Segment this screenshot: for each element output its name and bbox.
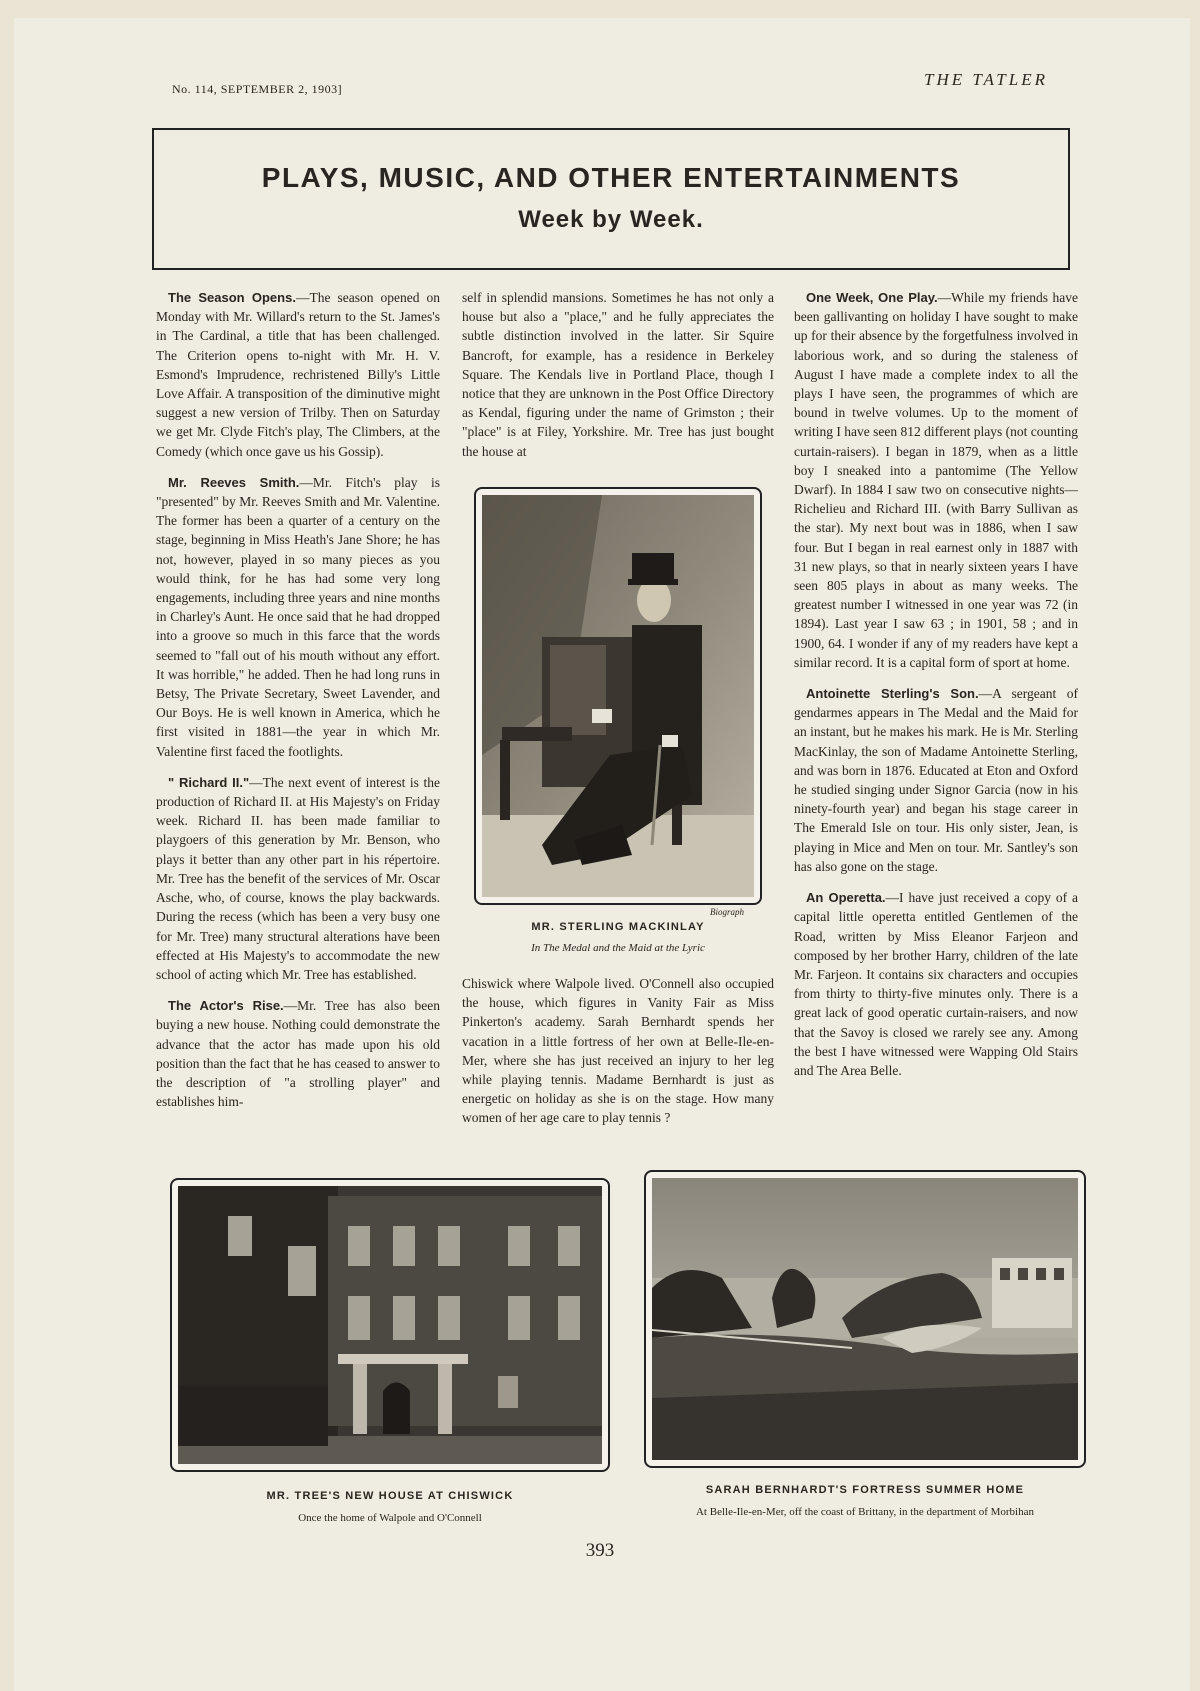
magazine-name: THE TATLER <box>924 70 1048 89</box>
portrait-illustration <box>482 495 754 897</box>
photo-credit: Biograph <box>710 907 745 917</box>
fortress-caption: SARAH BERNHARDT'S FORTRESS SUMMER HOME <box>705 1484 1025 1496</box>
house-illustration <box>178 1186 602 1464</box>
title-box <box>152 128 1070 270</box>
section-head: Antoinette Sterling's Son. <box>806 686 979 702</box>
paragraph-continued: self in splendid mansions. Sometimes he has not only a house but also a "place," and he fully appreciates the subtle distinction involved in the latter. Sir Squire Bancroft, for example, has a residence in Berkeley Square. The Kendals live in Portland Place, though I notice that they are unknown in the Post Office Directory as Kendal, figuring under the name of Grimston ; their "place" is at Filey, Yorkshire. Mr. Tree has just bought the house at <box>462 290 774 459</box>
paragraph-reeves-smith <box>156 473 440 761</box>
paragraph-one-week-one-play <box>794 288 1078 672</box>
column-1 <box>156 288 440 1123</box>
paragraph-antoinette-sterling <box>794 684 1078 876</box>
section-body: —I have just received a copy of a capital little operetta entitled Gentlemen of the Road, written by Miss Eleanor Farjeon and composed by her brother Harry, children of the late Mr. Farjeon. It contains six characters and occupies from thirty to thirty-five minutes only. There is a great lack of good operatic curtain-raisers, and now that the Savoy is closed we rarely see any. Among the best I have witnessed were Wapping Old Stairs and The Area Belle. <box>794 890 1079 1078</box>
column-2-top <box>462 288 774 473</box>
section-body: —Mr. Fitch's play is "presented" by Mr. Reeves Smith and Mr. Valentine. The former has been a quarter of a century on the stage, beginning in Miss Heath's Jane Shore; he has not, however, played in so many pieces as you would think, for he has had some very long engagements, including three years and nine months in Charley's Aunt. He once said that he had dropped into a groove so much in this farce that the words seemed to "fall out of his mouth without any effort. It was horrible," he added. Then he had long runs in Betsy, The Private Secretary, Sweet Lavender, and Our Boys. He is well known in America, which he first visited in 1881—the year in which Mr. Valentine first faced the footlights. <box>156 474 440 759</box>
section-head: An Operetta. <box>806 890 886 906</box>
portrait-caption: MR. STERLING MACKINLAY <box>531 921 705 933</box>
paragraph-actors-rise <box>156 996 440 1111</box>
section-head: One Week, One Play. <box>806 290 938 305</box>
section-head: " Richard II." <box>168 774 250 790</box>
issue-header: No. 114, SEPTEMBER 2, 1903] <box>172 82 343 96</box>
house-photo <box>178 1186 602 1464</box>
section-body: —The season opened on Monday with Mr. Willard's return to the St. James's in The Cardinal, a title that has been challenged. The Criterion opens to-night with Mr. H. V. Esmond's Imprudence, rechristened Billy's Little Love Affair. A transposition of the diminutive might suggest a new version of Trilby. Then on Saturday we get Mr. Clyde Fitch's play, The Climbers, at the Comedy (which once gave us his Gossip). <box>156 290 440 459</box>
paragraph-richard-ii <box>156 773 440 984</box>
section-head: The Season Opens. <box>168 290 296 305</box>
portrait-photo <box>482 495 754 897</box>
page-number: 393 <box>585 1540 615 1561</box>
house-caption: MR. TREE'S NEW HOUSE AT CHISWICK <box>266 1490 514 1502</box>
house-photo-frame <box>170 1178 610 1472</box>
portrait-subcaption: In The Medal and the Maid at the Lyric <box>531 942 705 954</box>
section-body: —Mr. Tree has also been buying a new house. Nothing could demonstrate the advance that the actor has made upon his old position than the fact that he has ceased to answer to the description of "a strolling player" and establishes him- <box>156 998 440 1110</box>
column-2-bottom <box>462 974 774 1140</box>
page-subtitle: Week by Week. <box>518 206 704 233</box>
house-subcaption: Once the home of Walpole and O'Connell <box>298 1512 482 1524</box>
portrait-photo-frame <box>474 487 762 905</box>
fortress-photo <box>652 1178 1078 1460</box>
paragraph-chiswick: Chiswick where Walpole lived. O'Connell also occupied the house, which figures in Vanity Fair as Miss Pinkerton's academy. Sarah Bernhardt spends her vacation in a little fortress of her own at Belle-Ile-en-Mer, where she has just received an injury to her leg while playing tennis. Madame Bernhardt is just as energetic on holiday as she is on the stage. How many women of her age care to play tennis ? <box>462 976 774 1126</box>
column-3 <box>794 288 1078 1092</box>
paragraph-operetta <box>794 888 1078 1080</box>
paragraph-season-opens <box>156 288 440 461</box>
section-body: —While my friends have been gallivanting on holiday I have sought to make up for their absence by the forgetfulness involved in laborious work, and so during the staleness of August I have made a complete index to all the plays I have seen, the programmes of which are bound in twelve volumes. Up to the moment of writing I have seen 812 different plays (not counting curtain-raisers). I began in 1879, when as a little boy I sneaked into a pantomime (The Yellow Dwarf). In 1884 I saw two on consecutive nights—Richelieu and Richard III. (with Barry Sullivan as the star). My next bout was in 1886, when I saw four. But I began in real earnest only in 1887 with 31 new plays, so that in nearly sixteen years I have seen 805 plays in about as many weeks. The greatest number I witnessed in one year was 72 (in 1894). Last year I saw 63 ; in 1901, 58 ; and in 1900, 64. I wonder if any of my readers have kept a similar record. It is a capital form of sport at home. <box>794 290 1078 670</box>
section-head: The Actor's Rise. <box>168 998 284 1014</box>
section-body: —A sergeant of gendarmes appears in The Medal and the Maid for an instant, but he makes his mark. He is Mr. Sterling MacKinlay, the son of Madame Antoinette Sterling, and was born in 1876. Educated at Eton and Oxford he studied singing under Signor Garcia (now in his ninety-fourth year) and began his stage career in The Emerald Isle on tour. His only sister, Jean, is playing in Mice and Men on tour. Mr. Santley's son has also gone on the stage. <box>794 686 1079 874</box>
section-head: Mr. Reeves Smith. <box>168 474 300 490</box>
fortress-illustration <box>652 1178 1078 1460</box>
fortress-subcaption: At Belle-Ile-en-Mer, off the coast of Brittany, in the department of Morbihan <box>695 1506 1034 1518</box>
section-body: —The next event of interest is the production of Richard II. at His Majesty's on Friday week. Richard II. has been made familiar to playgoers of this generation by Mr. Benson, who plays it better than any other part in his répertoire. Mr. Tree has the benefit of the services of Mr. Oscar Asche, who, of course, knows the play backwards. During the recess (which has been a very busy one for Mr. Tree) many structural alterations have been effected at His Majesty's to accommodate the new school of acting which Mr. Tree has established. <box>156 774 440 982</box>
page-title: PLAYS, MUSIC, AND OTHER ENTERTAINMENTS <box>261 162 961 193</box>
fortress-photo-frame <box>644 1170 1086 1468</box>
